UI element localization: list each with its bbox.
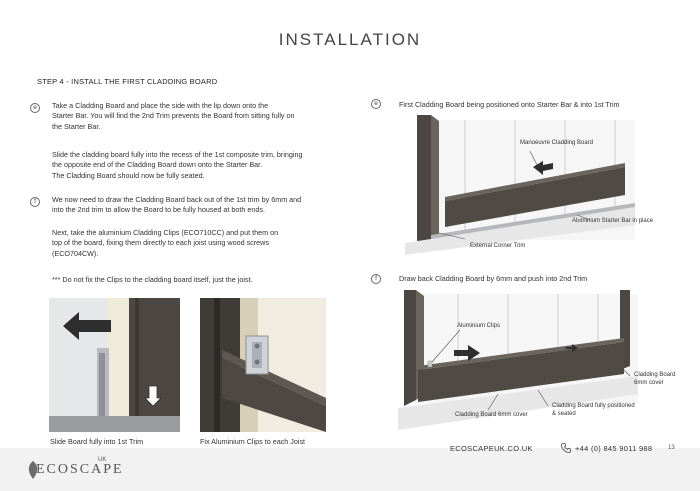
label-manoeuvre-board: Manoeuvre Cladding Board <box>520 140 594 146</box>
label-corner-trim: External Corner Trim <box>470 243 526 249</box>
label-fully-seated: Cladding Board fully positioned & seated <box>552 403 635 417</box>
label-cover-bottom: Cladding Board 6mm cover <box>455 412 528 418</box>
step-title: STEP 4 - INSTALL THE FIRST CLADDING BOARD <box>37 77 218 86</box>
page-title: INSTALLATION <box>278 30 422 49</box>
step-e-text-1: Take a Cladding Board and place the side with the lip down onto the Starter Bar. You will find the 2nd Trim prevents the Board from sitting fully on the Starter Bar. <box>52 101 295 131</box>
step-e-text-2: Slide the cladding board fully into the recess of the 1st composite trim, bringing the opposite end of the Cladding Board down onto the Starter Bar. The Cladding Board should now be fully seated. <box>52 150 303 180</box>
photo-fix-clips-caption: Fix Aluminium Clips to each Joist <box>200 437 306 446</box>
right-step-e-marker: e <box>371 99 381 109</box>
step-f-text-2: Next, take the aluminium Cladding Clips (ECO710CC) and put them on top of the board, fixing them directly to each joist using wood screws (ECO704CW). <box>52 228 279 258</box>
diagram-step-e <box>405 115 635 255</box>
step-f-marker: f <box>30 197 40 207</box>
footer-phone[interactable]: +44 (0) 845 9011 988 <box>575 444 653 453</box>
footer-website[interactable]: ECOSCAPEUK.CO.UK <box>450 444 533 453</box>
step-f-text-1: We now need to draw the Cladding Board back out of the 1st trim by 6mm and into the 2nd trim to allow the Board to be fully housed at both ends. <box>52 195 302 215</box>
logo-text: ECOSCAPE <box>36 462 124 477</box>
label-cover-right: Cladding Board 6mm cover <box>634 372 676 386</box>
label-aluminium-clips: Aluminium Clips <box>457 323 501 329</box>
photo-slide-board <box>49 298 180 432</box>
photo-slide-board-caption: Slide Board fully into 1st Trim <box>50 437 144 446</box>
photo-fix-clips <box>200 298 326 432</box>
phone-icon <box>561 443 571 453</box>
logo-uk: UK <box>98 457 107 463</box>
right-step-e-caption: First Cladding Board being positioned onto Starter Bar & into 1st Trim <box>399 100 620 109</box>
right-step-f-caption: Draw back Cladding Board by 6mm and push into 2nd Trim <box>399 274 588 283</box>
ecoscape-logo <box>26 457 124 483</box>
right-step-f-marker: f <box>371 274 381 284</box>
page-number: 13 <box>668 445 675 451</box>
step-e-marker: e <box>30 103 40 113</box>
label-starter-bar: Aluminium Starter Bar in place <box>572 218 654 224</box>
clip-note: *** Do not fix the Clips to the cladding board itself, just the joist. <box>52 275 253 284</box>
